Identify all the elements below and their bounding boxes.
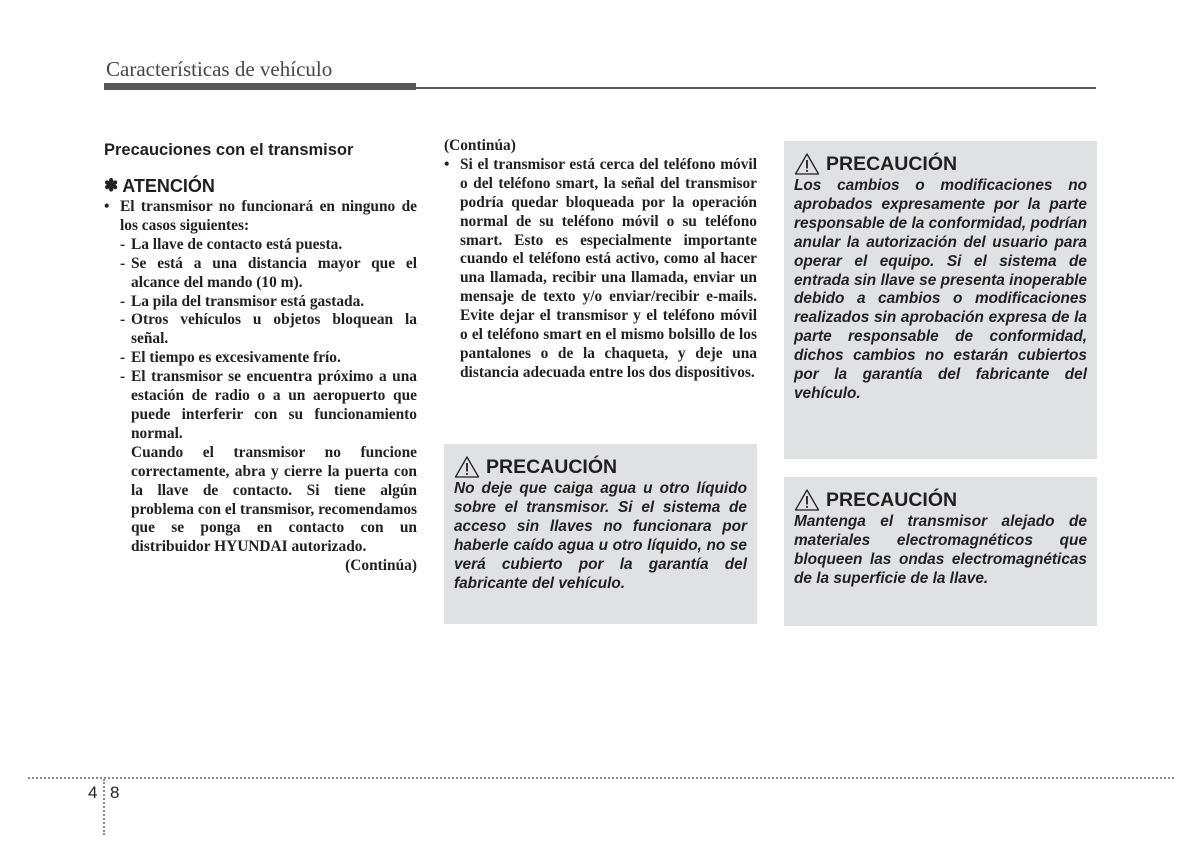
- list-item: [104, 255, 417, 293]
- paragraph-text: Cuando el transmisor no funcione correctamente, abra y cierre la puerta con la llave de contacto. Si tiene algún problema con el transmisor, recomendamos que se ponga en contacto con un: [131, 443, 417, 537]
- continues-label: (Continúa): [345, 557, 417, 575]
- paragraph: [104, 444, 417, 539]
- page-number: 8: [110, 783, 120, 802]
- caution-heading: [454, 455, 747, 479]
- attention-heading: [104, 175, 417, 197]
- caution-title: PRECAUCIÓN: [486, 456, 618, 478]
- header-rule-thick: [104, 83, 416, 90]
- page-header-title: Características de vehículo: [106, 57, 333, 81]
- list-item: [104, 293, 417, 312]
- dash-mark: -: [120, 311, 126, 329]
- bullet-mark: •: [104, 198, 110, 215]
- header-rule-thin: [416, 87, 1096, 89]
- caution-text: Los cambios o modificaciones no aprobados expresamente por la parte responsable de la conformidad, podrían anular la autorización del usuario para operar el equipo. Si el sistema de entrada sin llave se presenta inoperable debido a cambios o modificaciones realizados sin aprobación expresa de la parte responsable de conformidad, dichos cambios no estarán cubiertos por la garantía del fabricante del vehículo.: [794, 177, 1087, 402]
- dash-mark: -: [120, 349, 126, 367]
- condition-text: Otros vehículos u objetos bloquean la señal.: [131, 311, 417, 348]
- dash-mark: -: [120, 254, 126, 272]
- caution-heading: [794, 488, 1087, 512]
- footer-dotted-rule: [28, 777, 1174, 779]
- list-item: [444, 156, 757, 383]
- caution-box-water: [444, 444, 757, 624]
- list-item: [104, 198, 417, 236]
- warning-icon: [454, 455, 480, 479]
- list-item: [104, 368, 417, 444]
- condition-text: La llave de contacto está puesta.: [131, 235, 343, 253]
- caution-title: PRECAUCIÓN: [826, 153, 958, 175]
- condition-text: El tiempo es excesivamente frío.: [131, 349, 341, 367]
- warning-icon: [794, 152, 820, 176]
- middle-column: [444, 137, 757, 383]
- bullet-text: Si el transmisor está cerca del teléfono móvil o del teléfono smart, la señal del transmisor podría quedar bloqueada por la operación normal de su teléfono móvil o su teléfono smart. Esto es especialmente importante cuando el teléfono está activo, como al hacer una llamada, recibir una llamada, enviar un mensaje de texto y/o enviar/recibir e-mails. Evite dejar el transmisor y el teléfono móvil o el teléfono smart en el mismo bolsillo de los pantalones o de la chaqueta, y deje una distancia adecuada entre los dos dispositivos.: [460, 155, 757, 381]
- condition-text: El transmisor se encuentra próximo a una estación de radio o a un aeropuerto que puede interferir con su funcionamiento normal.: [131, 368, 417, 442]
- caution-box-modifications: [784, 141, 1097, 459]
- continued-label: (Continúa): [444, 137, 516, 154]
- caution-heading: [794, 152, 1087, 176]
- footer-dotted-divider: [103, 779, 105, 835]
- condition-text: La pila del transmisor está gastada.: [131, 292, 365, 310]
- list-item: [104, 349, 417, 368]
- list-item: [104, 236, 417, 255]
- chapter-number: 4: [88, 783, 98, 802]
- dash-mark: -: [120, 368, 126, 386]
- caution-text: Mantenga el transmisor alejado de materiales electromagnéticos que bloqueen las ondas electromagnéticas de la superficie de la llave.: [794, 513, 1087, 587]
- paragraph-last-line: distribuidor HYUNDAI autorizado.: [131, 538, 367, 556]
- caution-box-electromagnetic: [784, 477, 1097, 626]
- warning-icon: [794, 488, 820, 512]
- caution-title: PRECAUCIÓN: [826, 489, 958, 511]
- condition-text: Se está a una distancia mayor que el alcance del mando (10 m).: [131, 254, 417, 291]
- section-title: Precauciones con el transmisor: [104, 141, 354, 159]
- bullet-text: El transmisor no funcionará en ninguno de los casos siguientes:: [120, 198, 417, 234]
- bullet-mark: •: [444, 155, 450, 173]
- caution-text: No deje que caiga agua u otro líquido sobre el transmisor. Si el sistema de acceso sin llaves no funcionara por haberle caído agua u otro líquido, no se verá cubierto por la garantía del fabricante del vehículo.: [454, 480, 747, 592]
- left-column: [104, 140, 417, 576]
- dash-mark: -: [120, 292, 126, 310]
- list-item: [104, 311, 417, 349]
- attention-title: ATENCIÓN: [122, 176, 215, 196]
- asterisk-icon: ✽: [104, 176, 119, 195]
- dash-mark: -: [120, 235, 126, 253]
